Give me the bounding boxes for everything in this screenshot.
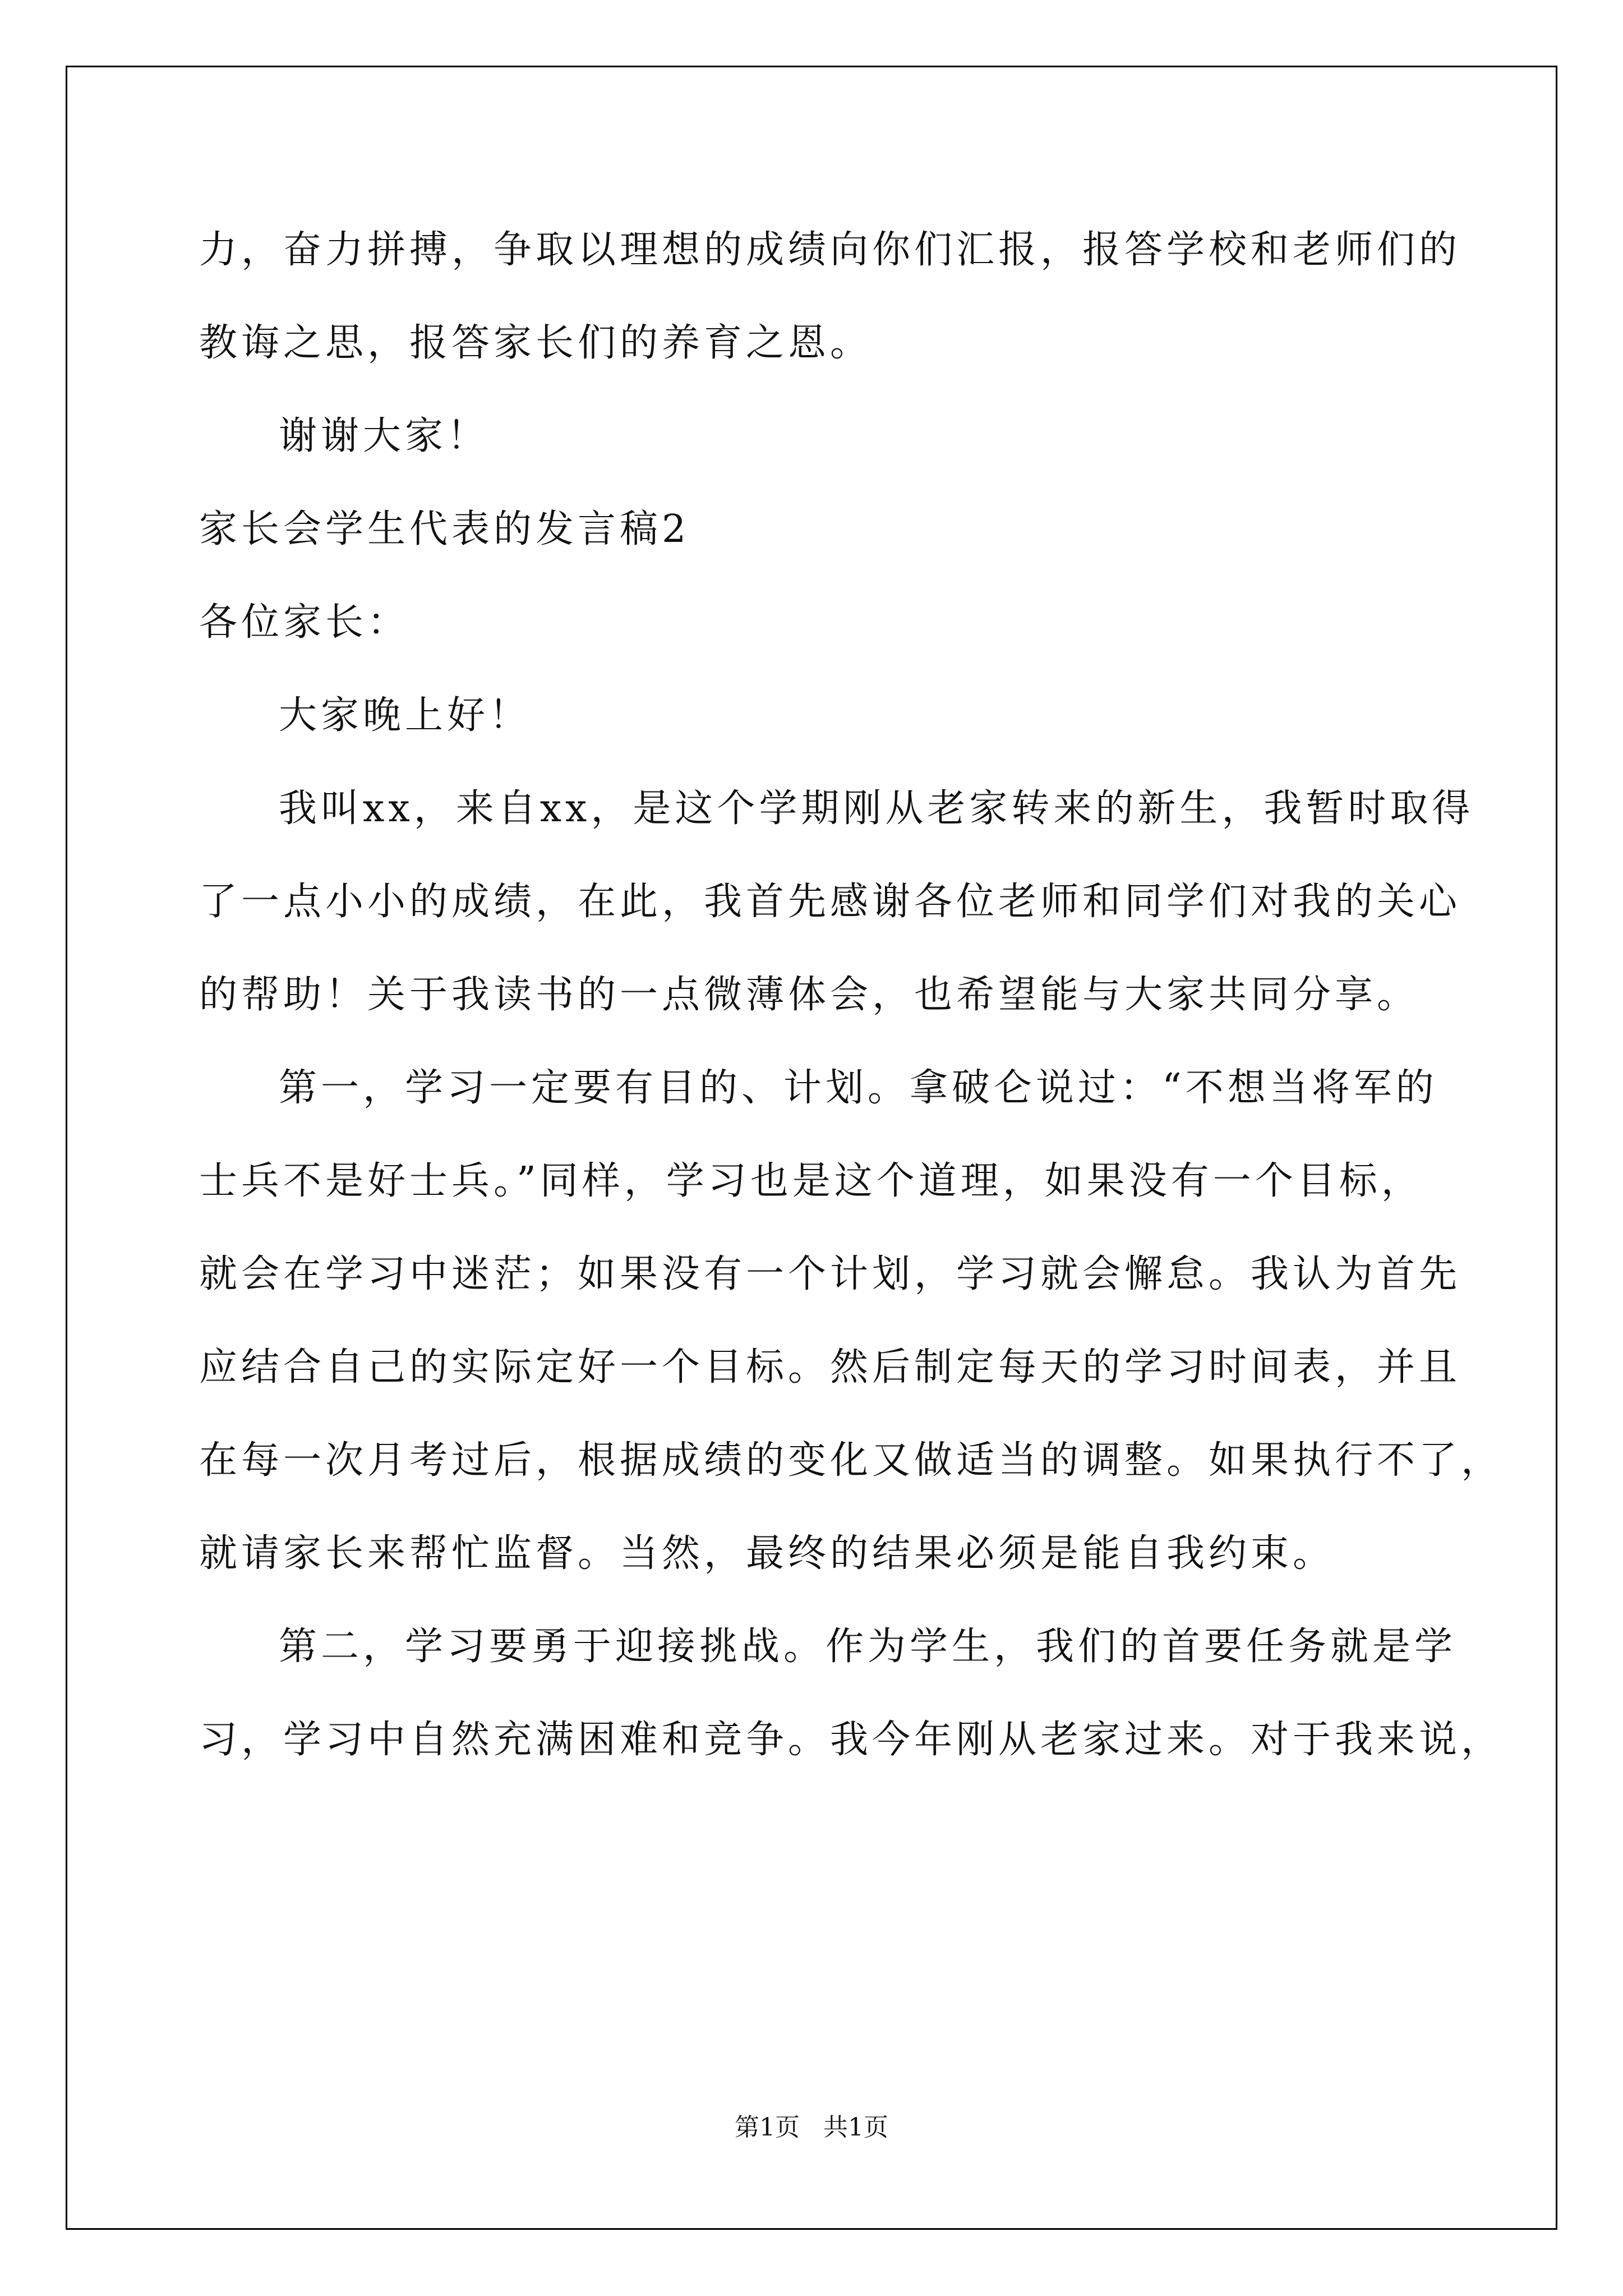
- text-line: 力，奋力拼搏，争取以理想的成绩向你们汇报，报答学校和老师们的: [199, 228, 1461, 272]
- salutation: 各位家长：: [199, 600, 410, 645]
- text-line: 应结合自己的实际定好一个目标。然后制定每天的学习时间表，并且: [199, 1345, 1461, 1389]
- text-line: 在每一次月考过后，根据成绩的变化又做适当的调整。如果执行不了，: [199, 1438, 1504, 1483]
- text-line: 我叫xx，来自xx，是这个学期刚从老家转来的新生，我暂时取得: [279, 786, 1474, 831]
- document-body: [199, 218, 1504, 1801]
- text-line: 谢谢大家！: [279, 414, 490, 458]
- text-line: 第一，学习一定要有目的、计划。拿破仑说过：“不想当将军的: [279, 1066, 1438, 1110]
- page-number-footer: 第1页 共1页: [735, 2113, 888, 2142]
- section-heading: 家长会学生代表的发言稿2: [199, 507, 690, 551]
- text-line: 第二，学习要勇于迎接挑战。作为学生，我们的首要任务就是学: [279, 1625, 1457, 1669]
- text-line: 就请家长来帮忙监督。当然，最终的结果必须是能自我约束。: [199, 1531, 1335, 1576]
- text-line: 习，学习中自然充满困难和竞争。我今年刚从老家过来。对于我来说，: [199, 1718, 1504, 1762]
- text-line: 了一点小小的成绩，在此，我首先感谢各位老师和同学们对我的关心: [199, 880, 1461, 924]
- text-line: 教诲之思，报答家长们的养育之恩。: [199, 321, 873, 365]
- greeting: 大家晚上好！: [279, 693, 532, 738]
- text-line: 的帮助！关于我读书的一点微薄体会，也希望能与大家共同分享。: [199, 973, 1419, 1017]
- text-line: 就会在学习中迷茫；如果没有一个计划，学习就会懈怠。我认为首先: [199, 1252, 1461, 1296]
- text-line: 士兵不是好士兵。”同样，学习也是这个道理，如果没有一个目标，: [199, 1159, 1423, 1203]
